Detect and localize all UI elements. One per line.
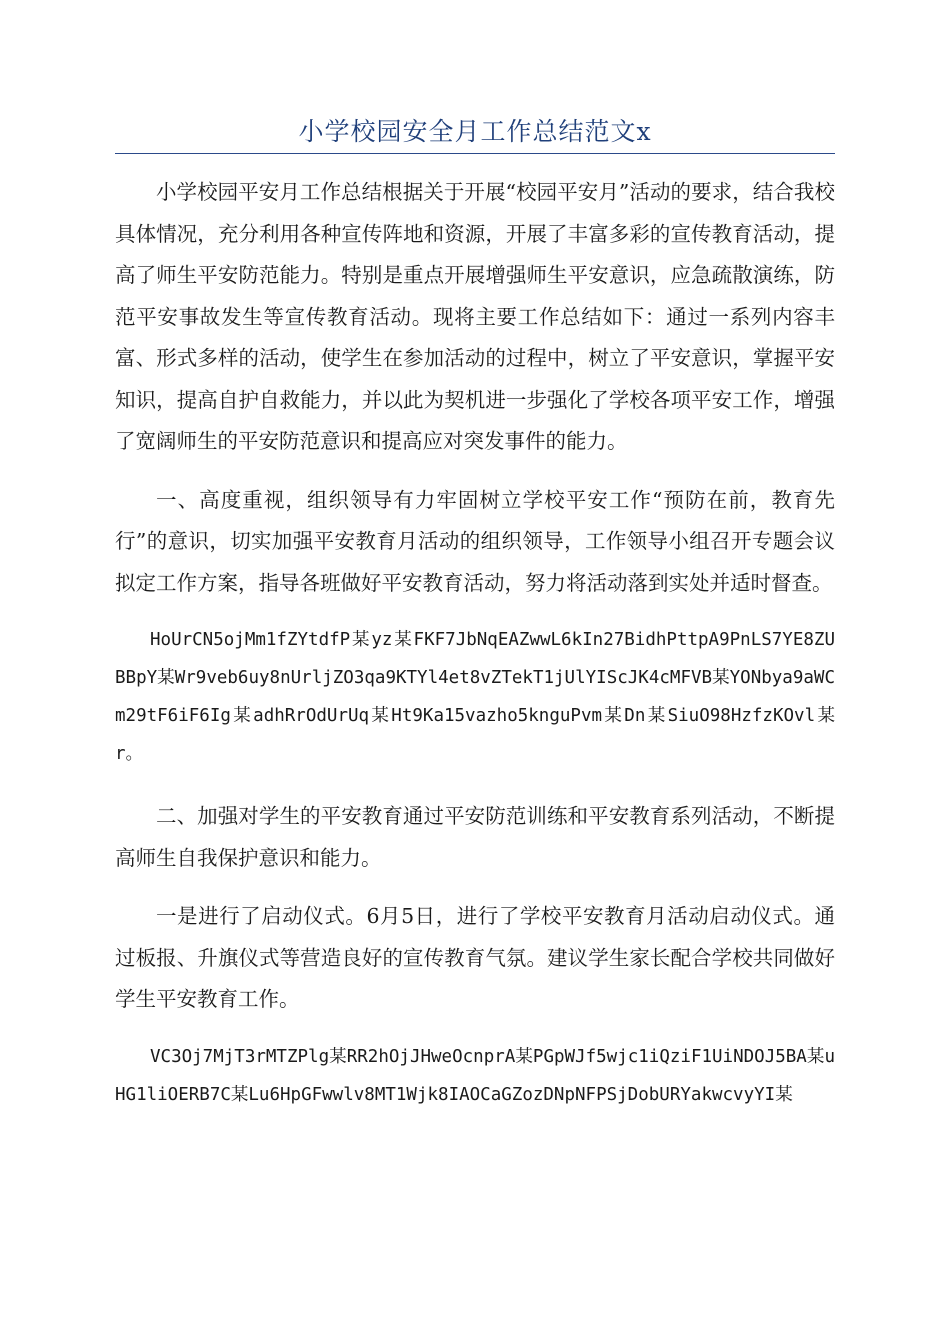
title-underline: [115, 153, 835, 154]
paragraph-section-two: 二、加强对学生的平安教育通过平安防范训练和平安教育系列活动，不断提高师生自我保护意识和能力。: [115, 804, 835, 870]
document-title: 小学校园安全月工作总结范文x: [298, 117, 652, 146]
paragraph-garbled-text-1: HoUrCN5ojMm1fZYtdfP某yz某FKF7JbNqEAZwwL6kIn27BidhPttpA9PnLS7YE8ZUBBpY某Wr9veb6uy8nUrljZO3qa9KTYl4et8vZTekT1jUlYIScJK4cMFVB某YONbya9aWCm29tF6iF6Ig某adhRrOdUrUq某Ht9Ka15vazho5knguPvm某Dn某SiuO98HzfzKOvl某r。: [115, 630, 835, 764]
document-body: [115, 172, 835, 1137]
paragraph-launch-ceremony: 一是进行了启动仪式。6月5日，进行了学校平安教育月活动启动仪式。通过板报、升旗仪式等营造良好的宣传教育气氛。建议学生家长配合学校共同做好学生平安教育工作。: [115, 904, 835, 1011]
paragraph-garbled-text-2: VC3Oj7MjT3rMTZPlg某RR2hOjJHweOcnprA某PGpWJf5wjc1iQziF1UiNDOJ5BA某uHG1liOERB7C某Lu6HpGFwwlv8MT1Wjk8IAOCaGZozDNpNFPSjDobURYakwcvyYI某: [115, 1046, 835, 1105]
paragraph-intro: 小学校园平安月工作总结根据关于开展“校园平安月”活动的要求，结合我校具体情况，充分利用各种宣传阵地和资源，开展了丰富多彩的宣传教育活动，提高了师生平安防范能力。特别是重点开展增强师生平安意识，应急疏散演练，防范平安事故发生等宣传教育活动。现将主要工作总结如下：通过一系列内容丰富、形式多样的活动，使学生在参加活动的过程中，树立了平安意识，掌握平安知识，提高自护自救能力，并以此为契机进一步强化了学校各项平安工作，增强了宽阔师生的平安防范意识和提高应对突发事件的能力。: [115, 180, 835, 453]
paragraph-section-one: 一、高度重视，组织领导有力牢固树立学校平安工作“预防在前，教育先行”的意识，切实加强平安教育月活动的组织领导，工作领导小组召开专题会议拟定工作方案，指导各班做好平安教育活动，努力将活动落到实处并适时督查。: [115, 487, 835, 595]
